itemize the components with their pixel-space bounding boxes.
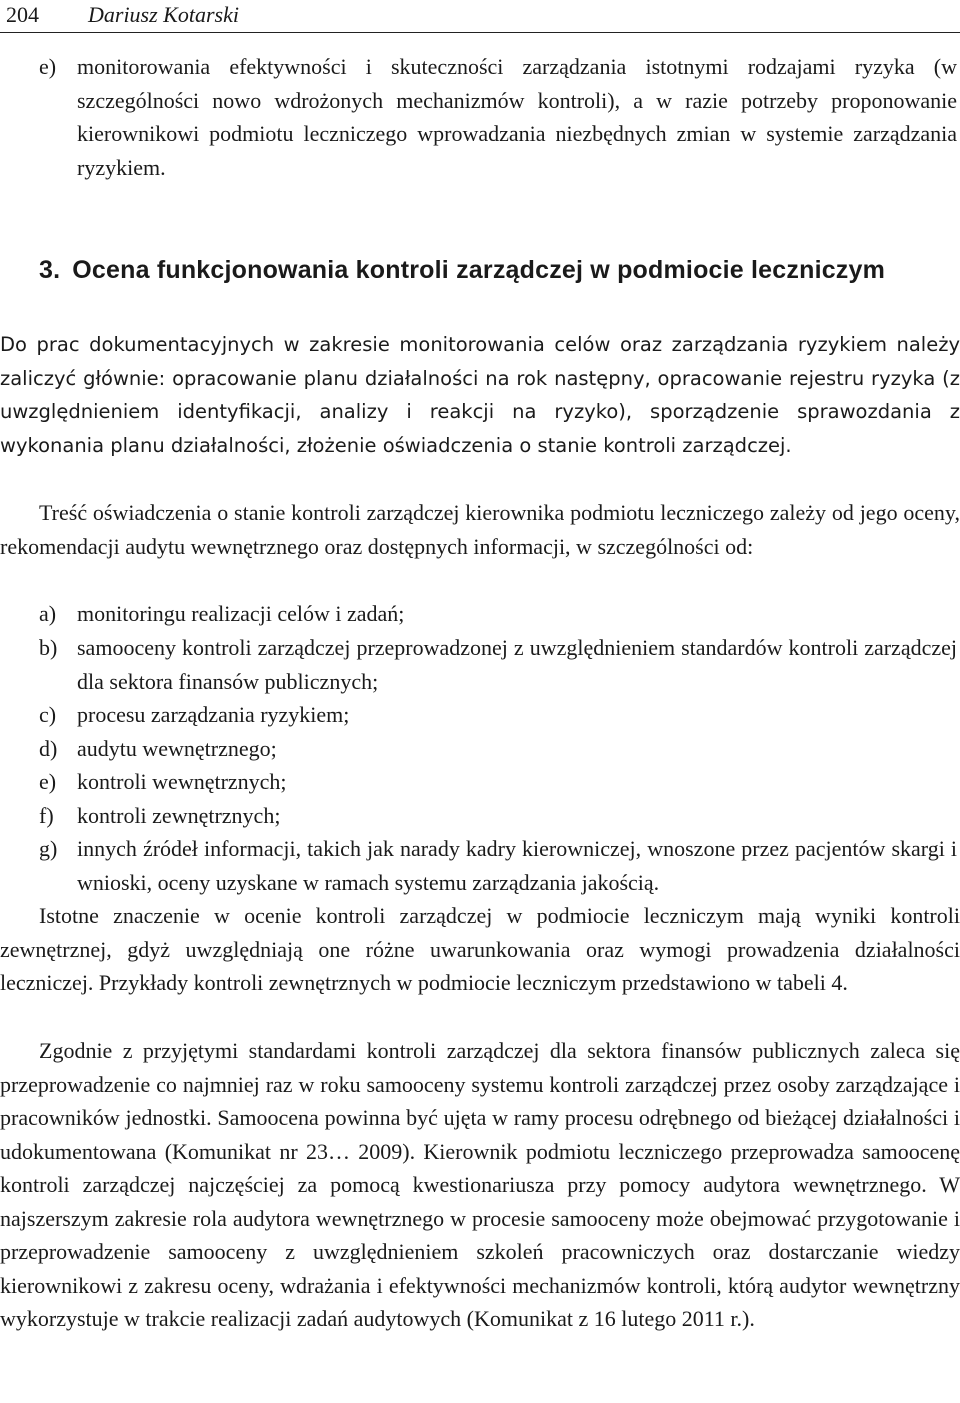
list-marker: a) bbox=[39, 601, 57, 626]
paragraph: Do prac dokumentacyjnych w zakresie monitorowania celów oraz zarządzania ryzykiem należy zaliczyć głównie: opracowanie planu działalności na rok następny, opracowanie rejestru ryzyka (z uwzględnieniem identyfikacji, analizy i reakcji na ryzyko), sporządzenie sprawozdania z wykonania planu działalności, złożenie oświadczenia o stanie kontroli zarządczej. bbox=[0, 333, 960, 457]
paragraph: Treść oświadczenia o stanie kontroli zarządczej kierownika podmiotu leczniczego zależy od jego oceny, rekomendacji audytu wewnętrznego oraz dostępnych informacji, w szczególności od: bbox=[0, 500, 960, 559]
list-marker: g) bbox=[39, 836, 58, 861]
list-marker: b) bbox=[39, 635, 58, 660]
page-header bbox=[0, 0, 960, 33]
list-item-text: innych źródeł informacji, takich jak narady kadry kierowniczej, wnoszone przez pacjentów skargi i wnioski, oceny uzyskane w ramach systemu zarządzania jakością. bbox=[77, 836, 957, 895]
section-heading bbox=[39, 256, 885, 285]
list-marker: e) bbox=[39, 54, 57, 79]
paragraph: Istotne znaczenie w ocenie kontroli zarządczej w podmiocie leczniczym mają wyniki kontroli zewnętrznej, gdyż uwzględniają one różne uwarunkowania oraz wymogi prowadzenia działalności leczniczej. Przykłady kontroli zewnętrznych w podmiocie leczniczym przedstawiono w tabeli 4. bbox=[0, 903, 960, 995]
list-marker: d) bbox=[39, 736, 58, 761]
list-marker: c) bbox=[39, 702, 57, 727]
list-marker: f) bbox=[39, 803, 54, 828]
section-title: Ocena funkcjonowania kontroli zarządczej w podmiocie leczniczym bbox=[72, 256, 886, 284]
list-item-text: audytu wewnętrznego; bbox=[77, 736, 277, 761]
list-item-text: monitoringu realizacji celów i zadań; bbox=[77, 601, 405, 626]
list-marker: e) bbox=[39, 769, 57, 794]
section-number: 3. bbox=[39, 256, 61, 284]
list-item-text: procesu zarządzania ryzykiem; bbox=[77, 702, 350, 727]
running-head-author: Dariusz Kotarski bbox=[88, 2, 239, 27]
list-item-text: monitorowania efektywności i skuteczności zarządzania istotnymi rodzajami ryzyka (w szczególności nowo wdrożonych mechanizmów kontroli), a w razie potrzeby proponowanie kierownikowi podmiotu leczniczego wprowadzania niezbędnych zmian w systemie zarządzania ryzykiem. bbox=[77, 54, 957, 180]
paragraph: Zgodnie z przyjętymi standardami kontroli zarządczej dla sektora finansów publicznych zaleca się przeprowadzenie co najmniej raz w roku samooceny systemu kontroli zarządczej przez osoby zarządzające i pracowników jednostki. Samoocena powinna być ujęta w ramy procesu odrębnego od bieżącej działalności i udokumentowana (Komunikat nr 23… 2009). Kierownik podmiotu leczniczego przeprowadza samoocenę kontroli zarządczej najczęściej za pomocą kwestionariusza przy pomocy audytora wewnętrznego. W najszerszym zakresie rola audytora wewnętrznego w procesie samooceny może obejmować przygotowanie i przeprowadzenie samooceny z uwzględnieniem szkoleń pracowniczych oraz dostarczanie wiedzy kierownikowi z zakresu oceny, wdrażania i efektywności mechanizmów kontroli, którą audytor wewnętrzny wykorzystuje w trakcie realizacji zadań audytowych (Komunikat z 16 lutego 2011 r.). bbox=[0, 1038, 960, 1331]
list-item-text: samooceny kontroli zarządczej przeprowadzonej z uwzględnieniem standardów kontroli zarządczej dla sektora finansów publicznych; bbox=[77, 635, 957, 694]
list-item-text: kontroli wewnętrznych; bbox=[77, 769, 287, 794]
page-number: 204 bbox=[6, 2, 39, 27]
list-item-text: kontroli zewnętrznych; bbox=[77, 803, 281, 828]
